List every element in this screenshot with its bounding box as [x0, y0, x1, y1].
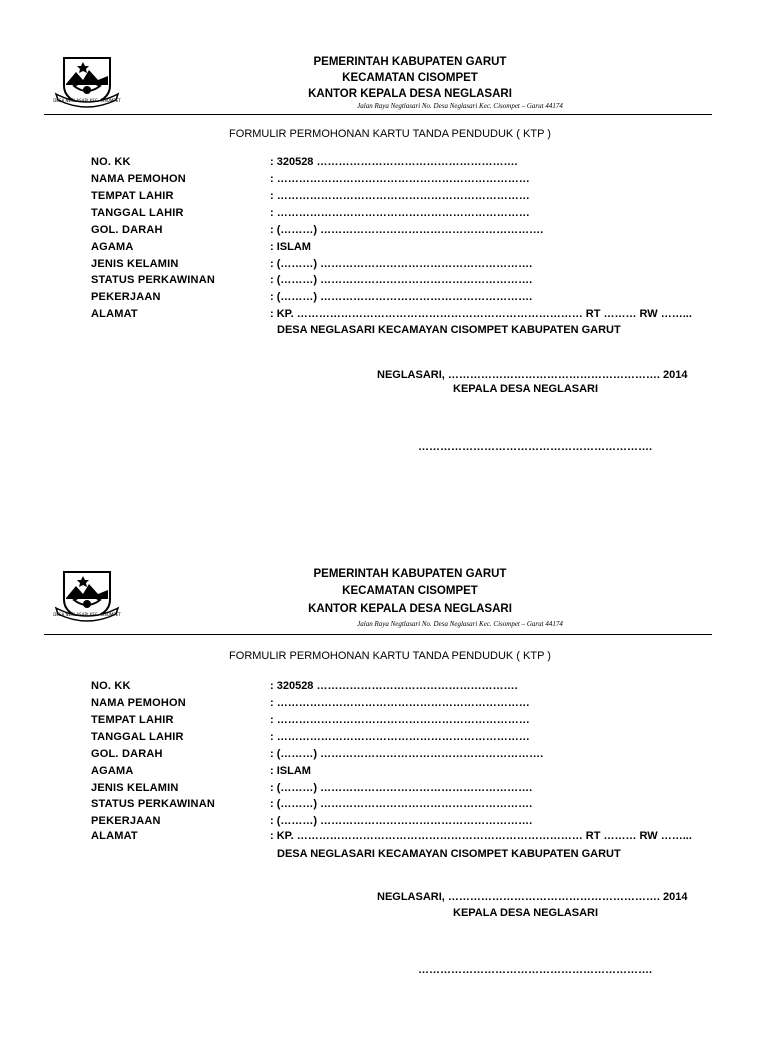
value-gol-darah: : (………) …………………………………………………….	[270, 748, 544, 760]
label-tanggal-lahir: TANGGAL LAHIR	[91, 207, 184, 219]
header-office: KANTOR KEPALA DESA NEGLASARI	[308, 88, 512, 100]
label-jenis-kelamin: JENIS KELAMIN	[91, 258, 179, 270]
header-divider	[44, 634, 712, 635]
sign-title: KEPALA DESA NEGLASARI	[453, 907, 599, 919]
label-gol-darah: GOL. DARAH	[91, 748, 163, 760]
label-status-perkawinan: STATUS PERKAWINAN	[91, 274, 215, 286]
address-continuation: DESA NEGLASARI KECAMAYAN CISOMPET KABUPATEN GARUT	[277, 324, 621, 336]
value-tanggal-lahir: : ……………………………………………………………	[270, 207, 530, 219]
sign-place-date: NEGLASARI, …………………………………………………. 2014	[377, 891, 688, 903]
svg-text:DESA NEGLASARI KEC. CISOMPET: DESA NEGLASARI KEC. CISOMPET	[53, 98, 121, 103]
value-tempat-lahir: : ……………………………………………………………	[270, 714, 530, 726]
header-address: Jalan Raya Negtlasari No. Desa Neglasari Kec. Cisompet – Garut 44174	[357, 620, 563, 628]
value-no-kk: : 320528 ……………………………………………….	[270, 156, 518, 168]
ktp-form-2	[0, 566, 768, 1046]
value-alamat: : KP. …………………………………………………………………… RT ……… RW ……...	[270, 308, 692, 320]
form-title: FORMULIR PERMOHONAN KARTU TANDA PENDUDUK ( KTP )	[229, 128, 551, 140]
value-status-perkawinan: : (………) ………………………………………………….	[270, 274, 533, 286]
village-emblem-logo	[52, 52, 122, 108]
label-pekerjaan: PEKERJAAN	[91, 815, 161, 827]
label-tempat-lahir: TEMPAT LAHIR	[91, 714, 174, 726]
header-office: KANTOR KEPALA DESA NEGLASARI	[308, 603, 512, 615]
value-tempat-lahir: : ……………………………………………………………	[270, 190, 530, 202]
label-jenis-kelamin: JENIS KELAMIN	[91, 782, 179, 794]
label-no-kk: NO. KK	[91, 156, 131, 168]
value-pekerjaan: : (………) ………………………………………………….	[270, 291, 533, 303]
header-address: Jalan Raya Negtlasari No. Desa Neglasari Kec. Cisompet – Garut 44174	[357, 102, 563, 110]
header-government: PEMERINTAH KABUPATEN GARUT	[313, 568, 507, 580]
label-alamat: ALAMAT	[91, 830, 138, 842]
value-agama: : ISLAM	[270, 765, 311, 777]
signature-line: ……………………………………………………….	[418, 964, 653, 976]
value-no-kk: : 320528 ……………………………………………….	[270, 680, 518, 692]
label-agama: AGAMA	[91, 241, 134, 253]
signature-line: ……………………………………………………….	[418, 441, 653, 453]
value-jenis-kelamin: : (………) ………………………………………………….	[270, 782, 533, 794]
label-nama-pemohon: NAMA PEMOHON	[91, 697, 186, 709]
value-jenis-kelamin: : (………) ………………………………………………….	[270, 258, 533, 270]
village-emblem-logo	[52, 566, 122, 622]
label-alamat: ALAMAT	[91, 308, 138, 320]
value-nama-pemohon: : ……………………………………………………………	[270, 173, 530, 185]
header-district: KECAMATAN CISOMPET	[342, 72, 478, 84]
label-no-kk: NO. KK	[91, 680, 131, 692]
value-tanggal-lahir: : ……………………………………………………………	[270, 731, 530, 743]
label-status-perkawinan: STATUS PERKAWINAN	[91, 798, 215, 810]
value-nama-pemohon: : ……………………………………………………………	[270, 697, 530, 709]
header-district: KECAMATAN CISOMPET	[342, 585, 478, 597]
value-gol-darah: : (………) …………………………………………………….	[270, 224, 544, 236]
value-alamat: : KP. …………………………………………………………………… RT ……… RW ……...	[270, 830, 692, 842]
form-title: FORMULIR PERMOHONAN KARTU TANDA PENDUDUK ( KTP )	[229, 650, 551, 662]
header-government: PEMERINTAH KABUPATEN GARUT	[313, 56, 507, 68]
label-nama-pemohon: NAMA PEMOHON	[91, 173, 186, 185]
label-pekerjaan: PEKERJAAN	[91, 291, 161, 303]
label-tanggal-lahir: TANGGAL LAHIR	[91, 731, 184, 743]
sign-place-date: NEGLASARI, …………………………………………………. 2014	[377, 369, 688, 381]
svg-text:DESA NEGLASARI KEC. CISOMPET: DESA NEGLASARI KEC. CISOMPET	[53, 612, 121, 617]
label-gol-darah: GOL. DARAH	[91, 224, 163, 236]
address-continuation: DESA NEGLASARI KECAMAYAN CISOMPET KABUPATEN GARUT	[277, 848, 621, 860]
header-divider	[44, 114, 712, 115]
value-status-perkawinan: : (………) ………………………………………………….	[270, 798, 533, 810]
label-tempat-lahir: TEMPAT LAHIR	[91, 190, 174, 202]
ktp-form-1	[0, 52, 768, 532]
value-agama: : ISLAM	[270, 241, 311, 253]
sign-title: KEPALA DESA NEGLASARI	[453, 383, 599, 395]
label-agama: AGAMA	[91, 765, 134, 777]
value-pekerjaan: : (………) ………………………………………………….	[270, 815, 533, 827]
